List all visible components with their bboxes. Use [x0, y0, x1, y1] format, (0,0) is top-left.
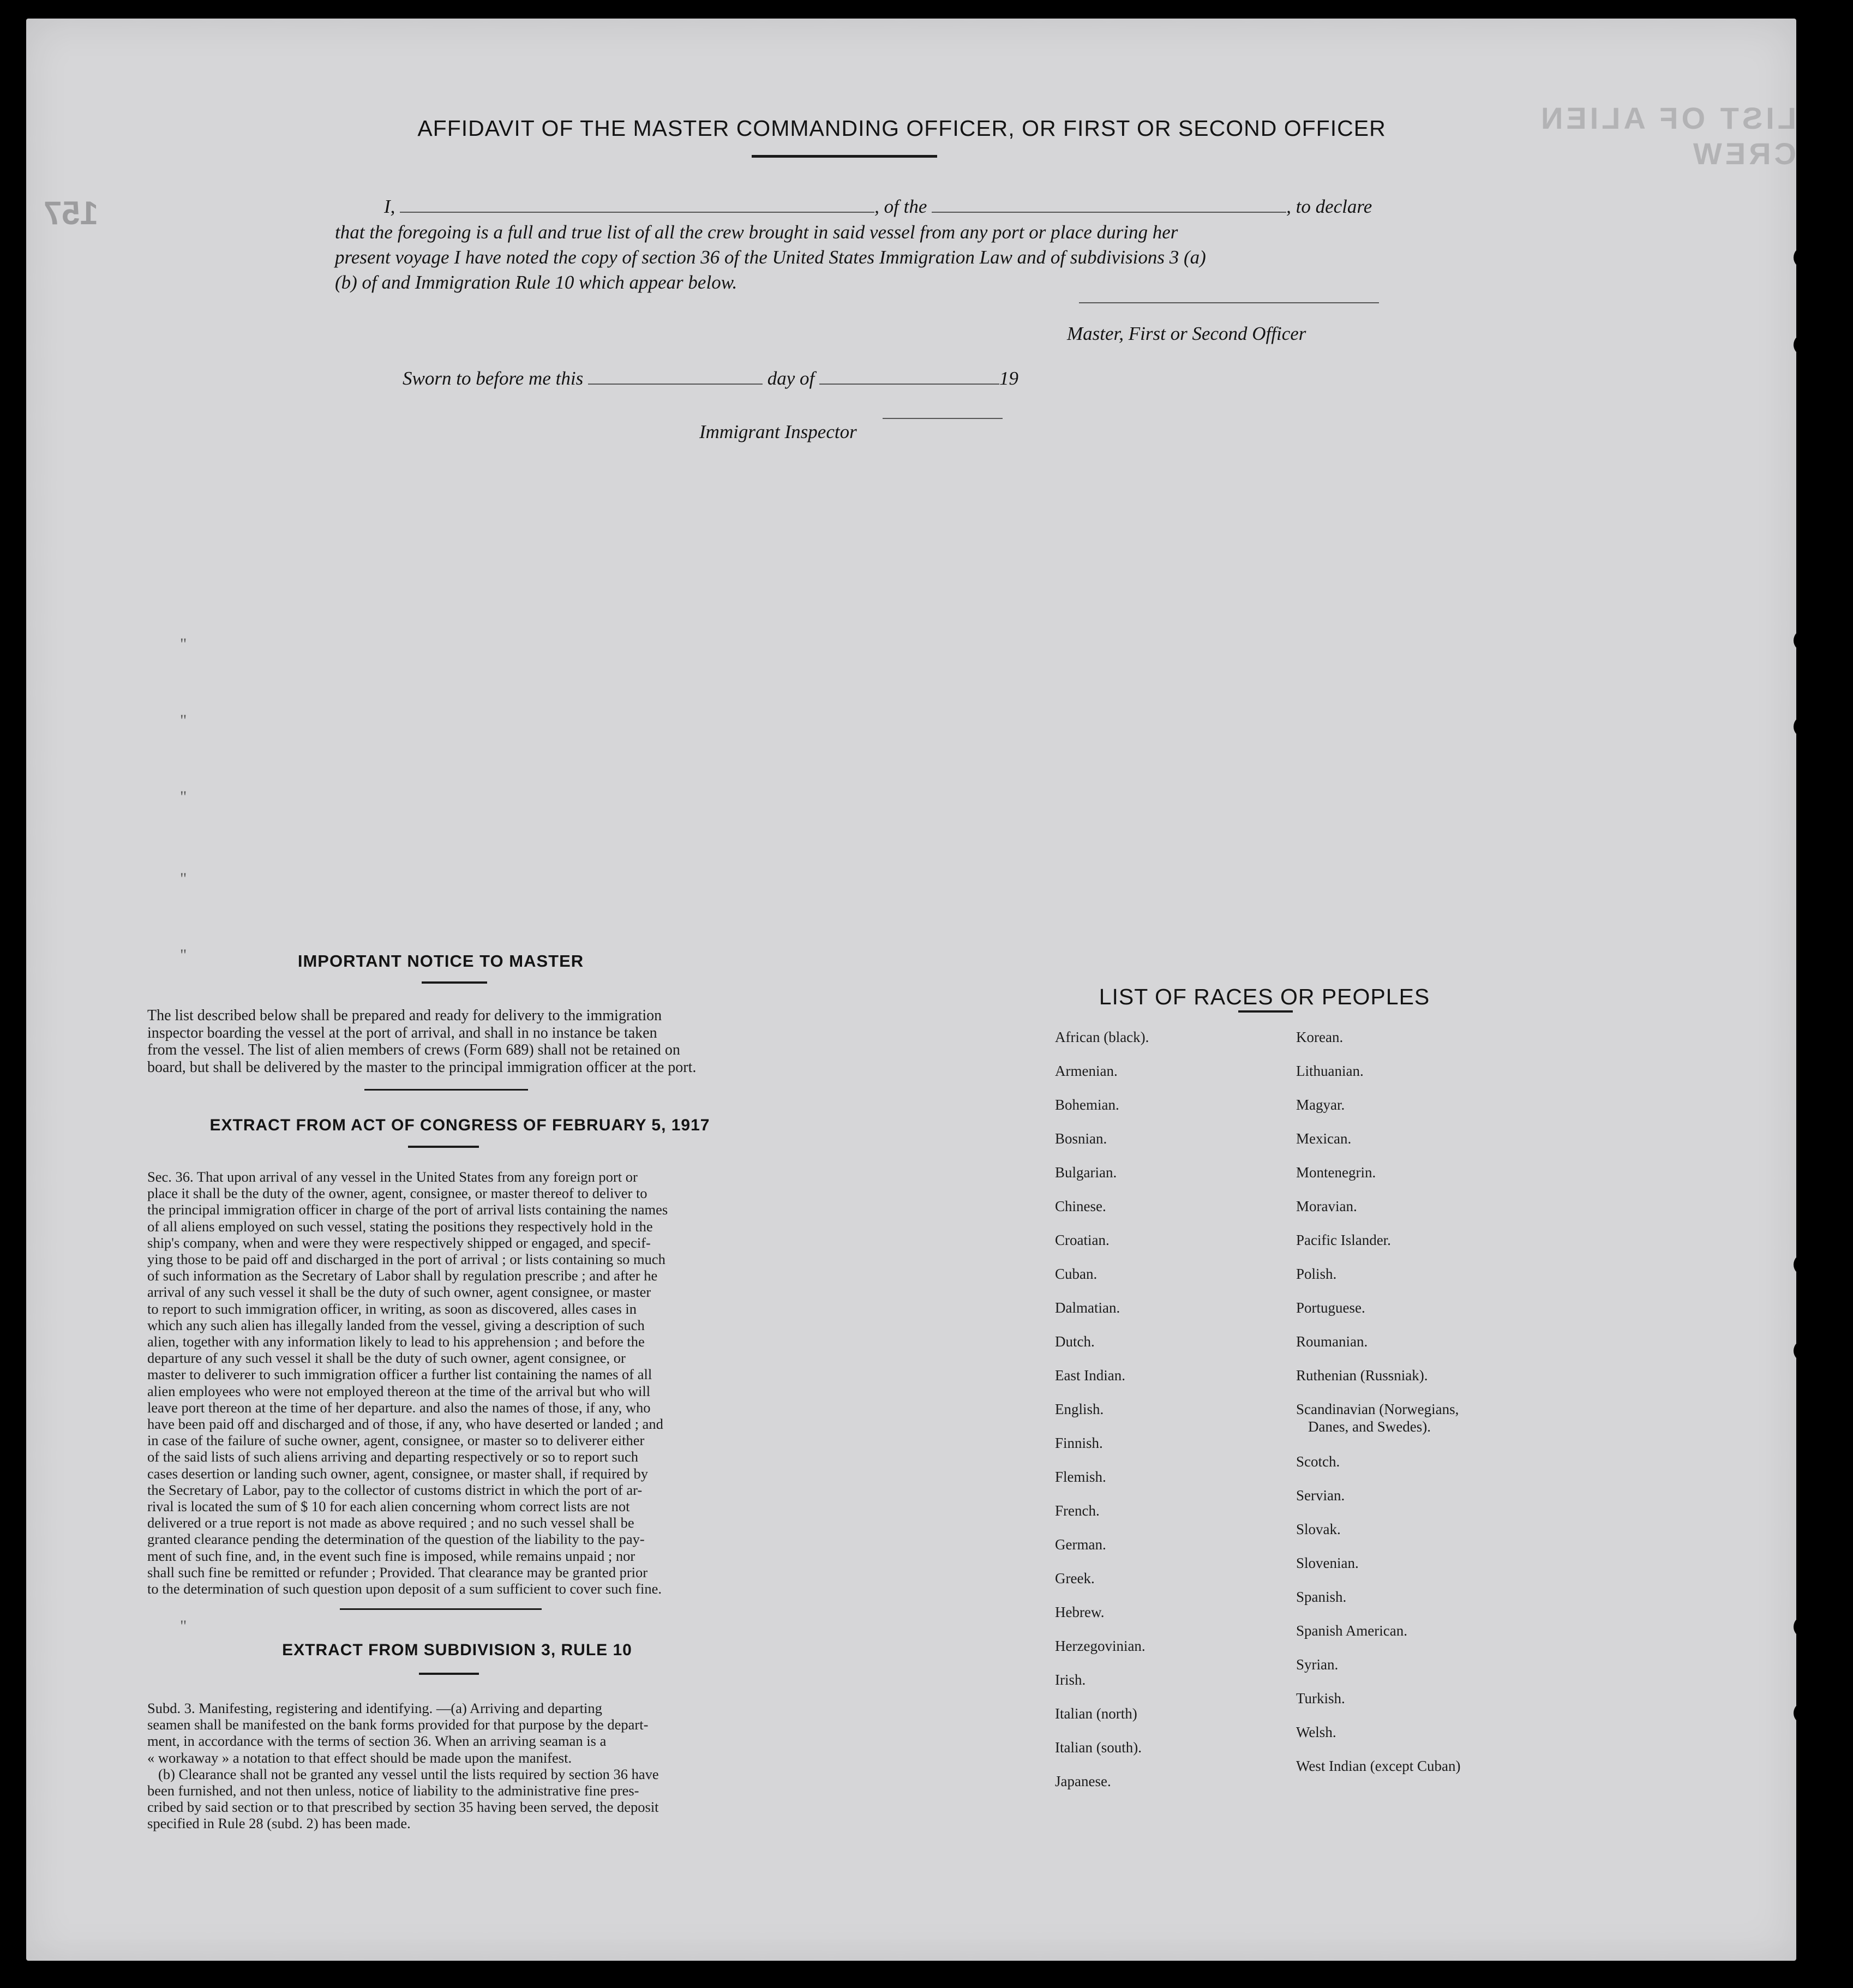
rule-line: ment, in accordance with the terms of section 36. When an arriving seaman is a — [147, 1733, 607, 1750]
to-declare-label: , to declare — [1286, 196, 1372, 217]
notice-title-rule — [422, 981, 487, 984]
race-item: Welsh. — [1296, 1724, 1336, 1740]
act-line: delivered or a true report is not made as above required ; and no such vessel shall be — [147, 1514, 634, 1531]
race-item: Slovenian. — [1296, 1555, 1359, 1571]
act-line: shall such fine be remitted or refunder ; Provided. That clearance may be granted prior — [147, 1564, 648, 1580]
affidavit-line1 — [384, 196, 1372, 218]
race-item: Servian. — [1296, 1487, 1345, 1504]
master-signature-label: Master, First or Second Officer — [1067, 323, 1306, 344]
act-line: alien employees who were not employed thereon at the time of the arrival but who will — [147, 1382, 651, 1399]
ditto-mark: " — [180, 635, 187, 653]
act-line: in case of the failure of suche owner, agent, consignee, or master so to deliverer either — [147, 1432, 645, 1449]
act-line: departure of any such vessel it shall be the duty of such owner, agent consignee, or — [147, 1350, 626, 1367]
race-item: Flemish. — [1055, 1469, 1106, 1485]
race-item: Polish. — [1296, 1266, 1337, 1282]
notice-divider — [364, 1089, 528, 1091]
race-item: Chinese. — [1055, 1198, 1106, 1214]
act-line: master to deliverer to such immigration officer a further list containing the names of all — [147, 1366, 652, 1383]
inspector-label: Immigrant Inspector — [699, 421, 857, 442]
act-line: which any such alien has illegally landed from the vessel, giving a description of such — [147, 1316, 645, 1333]
inspector-signature-field[interactable] — [883, 418, 1003, 419]
declarant-name-field[interactable] — [400, 212, 874, 213]
race-item: Irish. — [1055, 1672, 1086, 1688]
race-item: Dalmatian. — [1055, 1300, 1120, 1316]
punch-hole — [1794, 247, 1815, 268]
races-title: LIST OF RACES OR PEOPLES — [1099, 984, 1430, 1009]
race-item: Montenegrin. — [1296, 1164, 1376, 1181]
of-the-label: , of the — [874, 196, 927, 217]
race-item: Bosnian. — [1055, 1130, 1107, 1147]
affidavit-line2: that the foregoing is a full and true list of all the crew brought in said vessel from any port or place during her — [335, 221, 1178, 243]
act-line: ship's company, when and were they were respectively shipped or engaged, and specif- — [147, 1234, 651, 1251]
punch-hole — [1794, 1254, 1815, 1276]
races-title-rule — [1238, 1010, 1293, 1013]
act-line: arrival of any such vessel it shall be the duty of such owner, agent consignee, or master — [147, 1284, 651, 1301]
race-item: Cuban. — [1055, 1266, 1098, 1282]
ditto-mark: " — [180, 870, 187, 888]
ditto-mark: " — [180, 1617, 187, 1635]
race-item: French. — [1055, 1502, 1100, 1519]
sworn-day-of-label: day of — [767, 368, 815, 389]
race-item: Ruthenian (Russniak). — [1296, 1367, 1428, 1384]
sworn-prefix: Sworn to before me this — [403, 368, 584, 389]
punch-hole — [1794, 716, 1815, 738]
rule-line: seamen shall be manifested on the bank forms provided for that purpose by the depart- — [147, 1716, 649, 1733]
title-show-through: LIST OF ALIEN CREW — [1537, 101, 1796, 171]
race-item: Mexican. — [1296, 1130, 1352, 1147]
act-line: leave port thereon at the time of her departure. and also the names of those, if any, who — [147, 1399, 651, 1416]
notice-title: IMPORTANT NOTICE TO MASTER — [297, 951, 584, 971]
race-item: English. — [1055, 1401, 1104, 1417]
race-item: Croatian. — [1055, 1232, 1110, 1248]
race-item: Japanese. — [1055, 1773, 1111, 1789]
affidavit-title-rule — [752, 155, 937, 158]
notice-text — [147, 1007, 780, 1076]
vessel-name-field[interactable] — [932, 212, 1286, 213]
act-line: the principal immigration officer in charge of the port of arrival lists containing the names — [147, 1201, 668, 1218]
act-line: ment of such fine, and, in the event such fine is imposed, while remains unpaid ; nor — [147, 1547, 635, 1564]
master-signature-field[interactable] — [1079, 302, 1379, 303]
race-item: Syrian. — [1296, 1656, 1339, 1673]
punch-hole — [1794, 1702, 1815, 1724]
ditto-mark: " — [180, 788, 187, 806]
rule-line: specified in Rule 28 (subd. 2) has been made. — [147, 1815, 411, 1832]
act-line: the Secretary of Labor, pay to the collector of customs district in which the port of ar- — [147, 1481, 643, 1498]
race-item: Portuguese. — [1296, 1300, 1365, 1316]
act-line: to report to such immigration officer, in writing, as soon as discovered, alles cases in — [147, 1300, 637, 1317]
race-item: German. — [1055, 1536, 1106, 1553]
punch-hole — [1794, 1340, 1815, 1362]
race-item: West Indian (except Cuban) — [1296, 1758, 1461, 1774]
act-line: of all aliens employed on such vessel, stating the positions they respectively hold in the — [147, 1218, 653, 1235]
notice-line: board, but shall be delivered by the master to the principal immigration officer at the port. — [147, 1058, 697, 1076]
rule-line: cribed by said section or to that prescribed by section 35 having been served, the deposit — [147, 1799, 659, 1816]
race-item: Slovak. — [1296, 1521, 1341, 1537]
race-item: Spanish American. — [1296, 1622, 1407, 1639]
punch-hole — [1794, 630, 1815, 651]
rule-text — [147, 1700, 784, 1832]
sworn-month-field[interactable] — [819, 384, 999, 385]
race-item: Scotch. — [1296, 1453, 1340, 1470]
act-title: EXTRACT FROM ACT OF CONGRESS OF FEBRUARY 5, 1917 — [209, 1116, 710, 1134]
race-item: Spanish. — [1296, 1589, 1347, 1605]
act-divider — [340, 1608, 542, 1610]
act-line: of the said lists of such aliens arriving and departing respectively or so to report such — [147, 1448, 639, 1465]
act-line: Sec. 36. That upon arrival of any vessel in the United States from any foreign port or — [147, 1169, 638, 1185]
race-item: African (black). — [1055, 1029, 1149, 1045]
race-item: East Indian. — [1055, 1367, 1125, 1384]
sworn-day-field[interactable] — [588, 384, 763, 385]
race-item: Herzegovinian. — [1055, 1638, 1146, 1654]
race-item: Magyar. — [1296, 1097, 1345, 1113]
act-line: of such information as the Secretary of Labor shall by regulation prescribe ; and after he — [147, 1267, 658, 1284]
act-line: place it shall be the duty of the owner, agent, consignee, or master thereof to deliver to — [147, 1185, 647, 1202]
document-page — [26, 19, 1796, 1961]
rule-title-rule — [419, 1673, 479, 1675]
page-number-show-through: 157 — [44, 195, 99, 231]
punch-hole — [1794, 1616, 1815, 1638]
rule-line: been furnished, and not then unless, notice of liability to the administrative fine pres- — [147, 1782, 639, 1799]
race-item: Finnish. — [1055, 1435, 1103, 1451]
affidavit-line3: present voyage I have noted the copy of section 36 of the United States Immigration Law and of subdivisions 3 (a) — [335, 247, 1206, 268]
rule-title: EXTRACT FROM SUBDIVISION 3, RULE 10 — [282, 1641, 632, 1659]
act-line: rival is located the sum of $ 10 for each alien concerning whom correct lists are not — [147, 1498, 630, 1515]
race-item: Hebrew. — [1055, 1604, 1105, 1620]
affidavit-line4: (b) of and Immigration Rule 10 which appear below. — [335, 272, 737, 293]
race-item: Bulgarian. — [1055, 1164, 1117, 1181]
punch-hole — [1794, 334, 1815, 356]
rule-line: « workaway » a notation to that effect should be made upon the manifest. — [147, 1749, 572, 1766]
act-text — [147, 1169, 784, 1597]
ditto-mark: " — [180, 711, 187, 729]
notice-line: inspector boarding the vessel at the port of arrival, and shall in no instance be taken — [147, 1024, 657, 1041]
race-item: Greek. — [1055, 1570, 1095, 1586]
act-title-rule — [408, 1146, 479, 1148]
race-item: Italian (south). — [1055, 1739, 1142, 1756]
race-item: Italian (north) — [1055, 1705, 1137, 1722]
act-line: cases desertion or landing such owner, agent, consignee, or master shall, if required by — [147, 1465, 649, 1482]
sworn-line — [403, 368, 1018, 390]
notice-line: from the vessel. The list of alien members of crews (Form 689) shall not be retained on — [147, 1041, 680, 1058]
act-line: alien, together with any information likely to lead to his apprehension ; and before the — [147, 1333, 645, 1350]
act-line: ying those to be paid off and discharged in the port of arrival ; or lists containing so much — [147, 1251, 665, 1268]
act-line: to the determination of such question upon deposit of a sum sufficient to cover such fine. — [147, 1580, 662, 1597]
race-item: Lithuanian. — [1296, 1063, 1364, 1079]
race-item: Pacific Islander. — [1296, 1232, 1391, 1248]
race-item: Bohemian. — [1055, 1097, 1119, 1113]
race-item: Scandinavian (Norwegians, — [1296, 1401, 1459, 1417]
rule-line: (b) Clearance shall not be granted any vessel until the lists required by section 36 have — [158, 1765, 659, 1782]
race-item: Danes, and Swedes). — [1308, 1418, 1431, 1435]
race-item: Korean. — [1296, 1029, 1344, 1045]
rule-line: Subd. 3. Manifesting, registering and identifying. —(a) Arriving and departing — [147, 1700, 602, 1716]
sworn-year-label: 19 — [999, 368, 1018, 389]
act-line: granted clearance pending the determination of the question of the liability to the pay- — [147, 1531, 645, 1548]
ditto-mark: " — [180, 946, 187, 964]
notice-line: The list described below shall be prepared and ready for delivery to the immigration — [147, 1007, 662, 1024]
race-item: Dutch. — [1055, 1333, 1095, 1350]
declarant-prefix: I, — [384, 196, 395, 217]
affidavit-title: AFFIDAVIT OF THE MASTER COMMANDING OFFICER, OR FIRST OR SECOND OFFICER — [417, 116, 1386, 141]
race-item: Turkish. — [1296, 1690, 1345, 1706]
race-item: Roumanian. — [1296, 1333, 1368, 1350]
race-item: Moravian. — [1296, 1198, 1357, 1214]
act-line: have been paid off and discharged and of those, if any, who have deserted or landed ; and — [147, 1416, 663, 1433]
race-item: Armenian. — [1055, 1063, 1118, 1079]
